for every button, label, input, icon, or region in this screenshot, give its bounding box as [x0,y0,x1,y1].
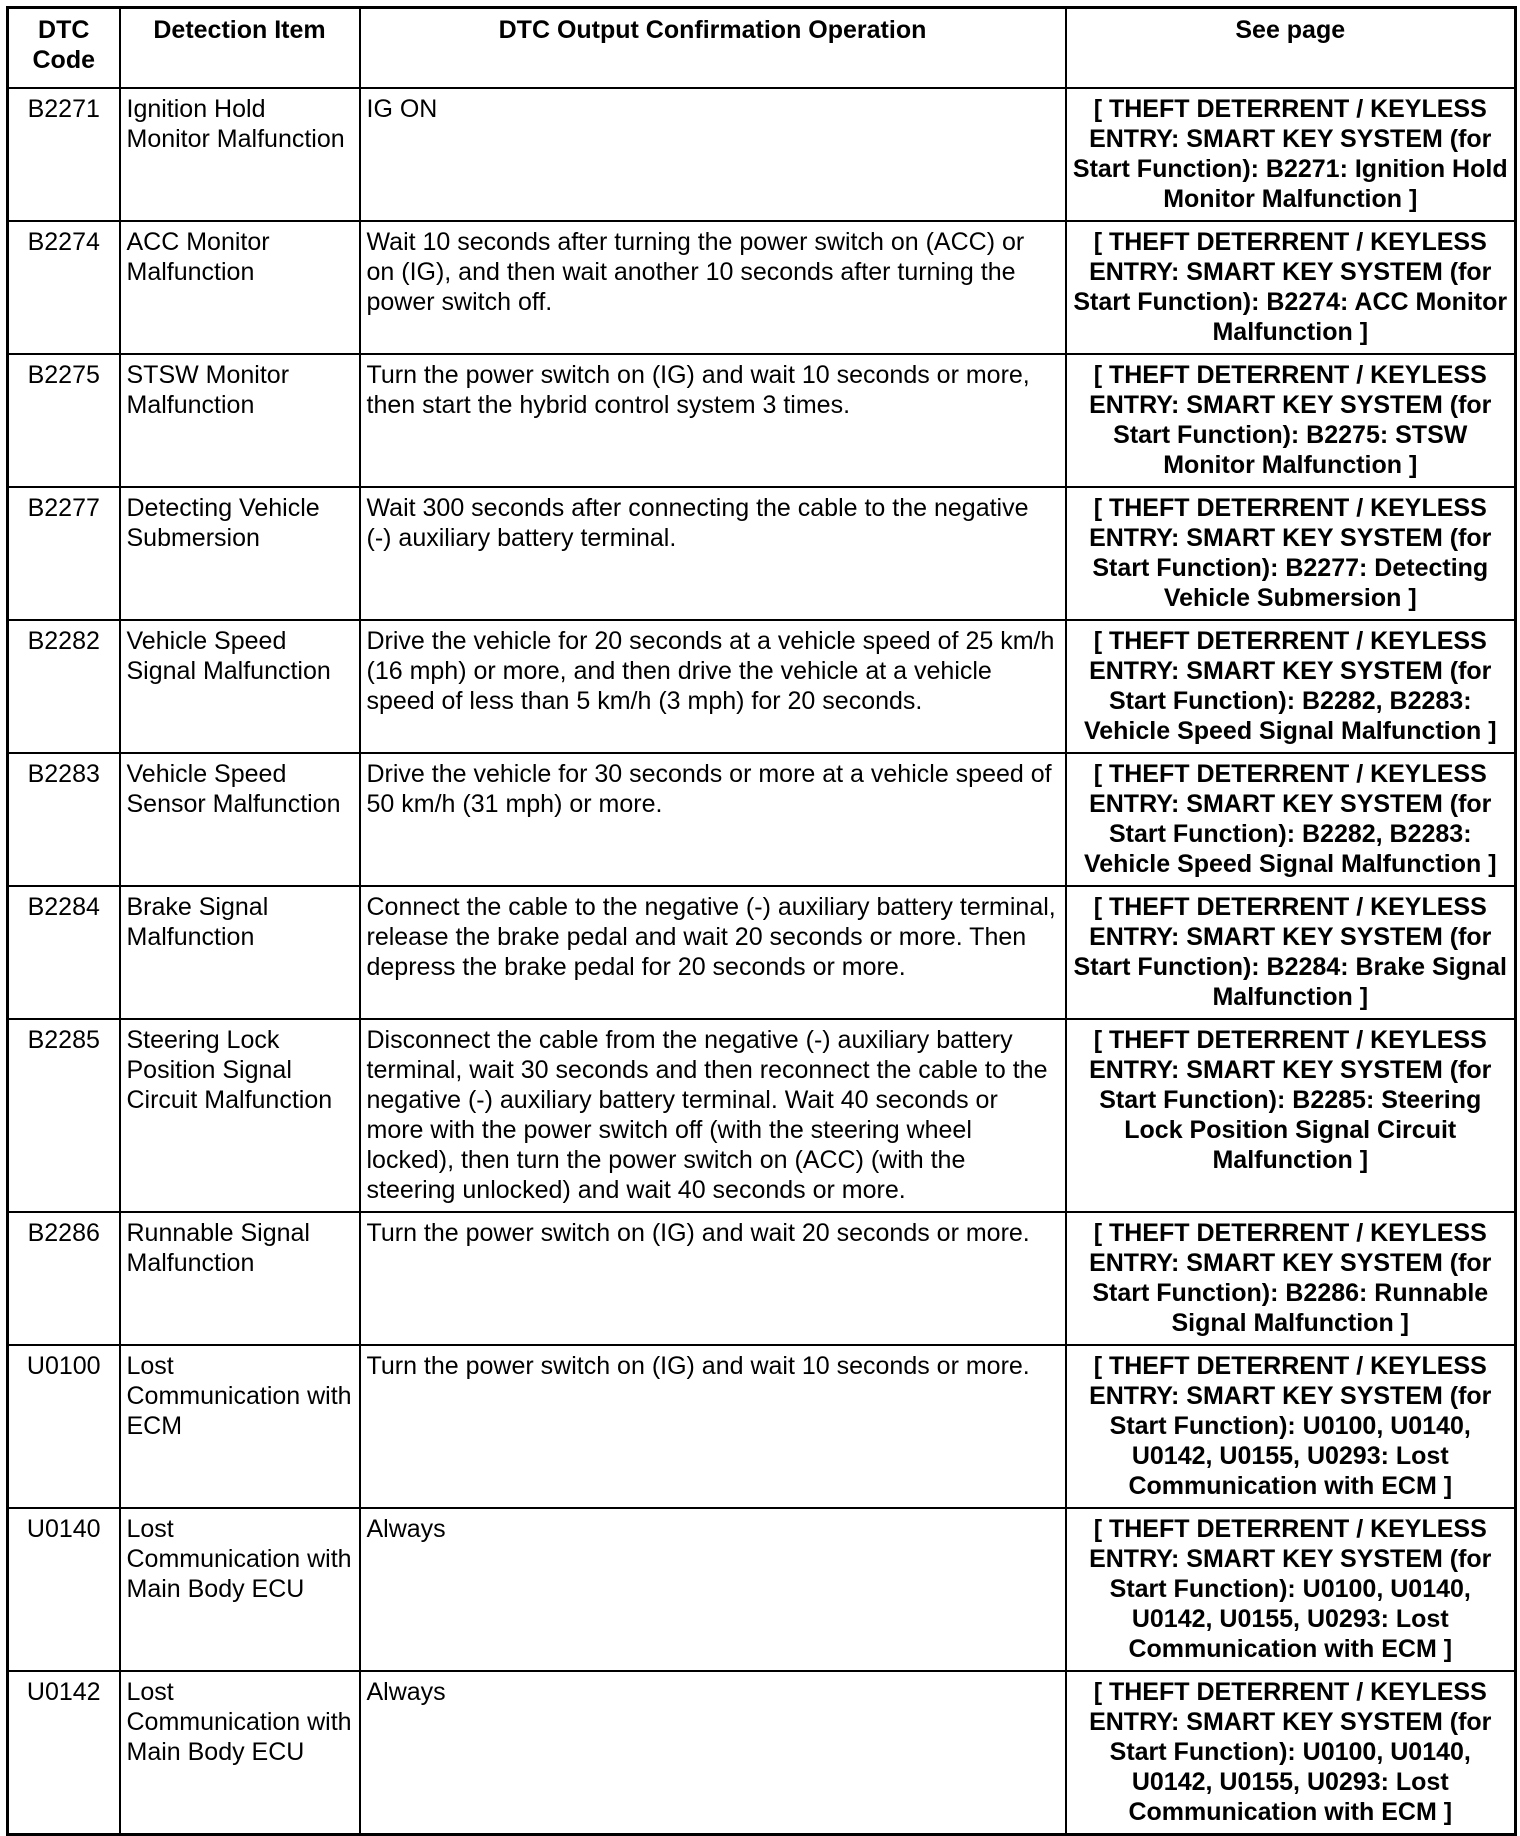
detection-item-cell: Ignition Hold Monitor Malfunction [120,88,360,221]
operation-cell: Turn the power switch on (IG) and wait 10 seconds or more. [360,1345,1066,1508]
dtc-table [6,6,1517,1836]
dtc-code-cell: B2277 [8,487,120,620]
header-dtc-code: DTC Code [8,8,120,89]
see-page-cell: [ THEFT DETERRENT / KEYLESS ENTRY: SMART KEY SYSTEM (for Start Function): B2285: Steering Lock Position Signal Circuit Malfunction ] [1066,1019,1516,1212]
operation-cell: Disconnect the cable from the negative (-) auxiliary battery terminal, wait 30 seconds and then reconnect the cable to the negative (-) auxiliary battery terminal. Wait 40 seconds or more with the power switch off (with the steering wheel locked), then turn the power switch on (ACC) (with the steering unlocked) and wait 40 seconds or more. [360,1019,1066,1212]
operation-cell: Wait 300 seconds after connecting the cable to the negative (-) auxiliary battery terminal. [360,487,1066,620]
table-row [8,620,1516,753]
header-detection-item: Detection Item [120,8,360,89]
dtc-code-cell: B2286 [8,1212,120,1345]
table-row [8,1212,1516,1345]
detection-item-cell: Lost Communication with Main Body ECU [120,1508,360,1671]
operation-cell: Connect the cable to the negative (-) auxiliary battery terminal, release the brake pedal and wait 20 seconds or more. Then depress the brake pedal for 20 seconds or more. [360,886,1066,1019]
detection-item-cell: Brake Signal Malfunction [120,886,360,1019]
see-page-cell: [ THEFT DETERRENT / KEYLESS ENTRY: SMART KEY SYSTEM (for Start Function): B2271: Ignition Hold Monitor Malfunction ] [1066,88,1516,221]
table-row [8,886,1516,1019]
operation-cell: Turn the power switch on (IG) and wait 20 seconds or more. [360,1212,1066,1345]
table-row [8,88,1516,221]
see-page-cell: [ THEFT DETERRENT / KEYLESS ENTRY: SMART KEY SYSTEM (for Start Function): B2284: Brake Signal Malfunction ] [1066,886,1516,1019]
detection-item-cell: Lost Communication with ECM [120,1345,360,1508]
operation-cell: Always [360,1508,1066,1671]
detection-item-cell: Vehicle Speed Signal Malfunction [120,620,360,753]
see-page-cell: [ THEFT DETERRENT / KEYLESS ENTRY: SMART KEY SYSTEM (for Start Function): B2282, B2283: Vehicle Speed Signal Malfunction ] [1066,753,1516,886]
operation-cell: Wait 10 seconds after turning the power switch on (ACC) or on (IG), and then wait another 10 seconds after turning the power switch off. [360,221,1066,354]
see-page-cell: [ THEFT DETERRENT / KEYLESS ENTRY: SMART KEY SYSTEM (for Start Function): B2275: STSW Monitor Malfunction ] [1066,354,1516,487]
dtc-code-cell: B2283 [8,753,120,886]
operation-cell: IG ON [360,88,1066,221]
table-row [8,221,1516,354]
header-confirmation-operation: DTC Output Confirmation Operation [360,8,1066,89]
dtc-code-cell: U0100 [8,1345,120,1508]
dtc-code-cell: B2274 [8,221,120,354]
operation-cell: Drive the vehicle for 30 seconds or more at a vehicle speed of 50 km/h (31 mph) or more. [360,753,1066,886]
operation-cell: Turn the power switch on (IG) and wait 10 seconds or more, then start the hybrid control system 3 times. [360,354,1066,487]
table-row [8,1345,1516,1508]
detection-item-cell: ACC Monitor Malfunction [120,221,360,354]
table-row [8,1508,1516,1671]
dtc-code-cell: U0140 [8,1508,120,1671]
operation-cell: Drive the vehicle for 20 seconds at a vehicle speed of 25 km/h (16 mph) or more, and then drive the vehicle at a vehicle speed of less than 5 km/h (3 mph) for 20 seconds. [360,620,1066,753]
detection-item-cell: STSW Monitor Malfunction [120,354,360,487]
dtc-code-cell: B2282 [8,620,120,753]
dtc-code-cell: B2285 [8,1019,120,1212]
see-page-cell: [ THEFT DETERRENT / KEYLESS ENTRY: SMART KEY SYSTEM (for Start Function): U0100, U0140, U0142, U0155, U0293: Lost Communication with ECM ] [1066,1671,1516,1835]
dtc-code-cell: B2284 [8,886,120,1019]
detection-item-cell: Detecting Vehicle Submersion [120,487,360,620]
detection-item-cell: Lost Communication with Main Body ECU [120,1671,360,1835]
see-page-cell: [ THEFT DETERRENT / KEYLESS ENTRY: SMART KEY SYSTEM (for Start Function): U0100, U0140, U0142, U0155, U0293: Lost Communication with ECM ] [1066,1345,1516,1508]
table-row [8,354,1516,487]
dtc-code-cell: U0142 [8,1671,120,1835]
see-page-cell: [ THEFT DETERRENT / KEYLESS ENTRY: SMART KEY SYSTEM (for Start Function): B2286: Runnable Signal Malfunction ] [1066,1212,1516,1345]
detection-item-cell: Runnable Signal Malfunction [120,1212,360,1345]
table-header-row [8,8,1516,89]
table-row [8,487,1516,620]
table-row [8,1019,1516,1212]
dtc-code-cell: B2271 [8,88,120,221]
table-row [8,753,1516,886]
see-page-cell: [ THEFT DETERRENT / KEYLESS ENTRY: SMART KEY SYSTEM (for Start Function): U0100, U0140, U0142, U0155, U0293: Lost Communication with ECM ] [1066,1508,1516,1671]
table-row [8,1671,1516,1835]
detection-item-cell: Steering Lock Position Signal Circuit Malfunction [120,1019,360,1212]
operation-cell: Always [360,1671,1066,1835]
see-page-cell: [ THEFT DETERRENT / KEYLESS ENTRY: SMART KEY SYSTEM (for Start Function): B2282, B2283: Vehicle Speed Signal Malfunction ] [1066,620,1516,753]
detection-item-cell: Vehicle Speed Sensor Malfunction [120,753,360,886]
see-page-cell: [ THEFT DETERRENT / KEYLESS ENTRY: SMART KEY SYSTEM (for Start Function): B2277: Detecting Vehicle Submersion ] [1066,487,1516,620]
header-see-page: See page [1066,8,1516,89]
see-page-cell: [ THEFT DETERRENT / KEYLESS ENTRY: SMART KEY SYSTEM (for Start Function): B2274: ACC Monitor Malfunction ] [1066,221,1516,354]
dtc-code-cell: B2275 [8,354,120,487]
